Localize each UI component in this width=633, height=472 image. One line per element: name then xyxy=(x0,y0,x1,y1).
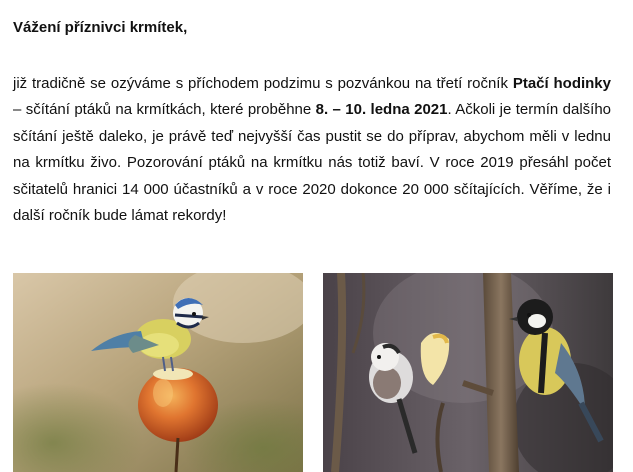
event-dates: 8. – 10. ledna 2021 xyxy=(315,101,448,119)
blue-tit-photo xyxy=(13,273,303,472)
paragraph-text-2: – sčítání ptáků na krmítkách, které proběhne xyxy=(13,101,316,119)
paragraph-text-3: . Ačkoli je termín dalšího sčítání ještě daleko, je právě teď nejvyšší čas pustit se do příprav, abychom měli v lednu na krmítku živo. Pozorování ptáků na krmítku nás totiž baví. V roce 2019 přesáhl počet sčitatelů hranici 14 000 účastníků a v roce 2020 dokonce 20 000 sčítajících. Věříme, že i další ročník bude lámat rekordy! xyxy=(13,101,612,225)
event-name: Ptačí hodinky xyxy=(512,75,611,92)
tits-on-feeder-photo xyxy=(323,273,613,472)
letter-greeting: Vážení příznivci krmítek, xyxy=(13,19,188,36)
letter-paragraph xyxy=(13,71,611,229)
paragraph-text-1: již tradičně se ozýváme s příchodem podzimu s pozvánkou na třetí ročník xyxy=(13,75,513,92)
